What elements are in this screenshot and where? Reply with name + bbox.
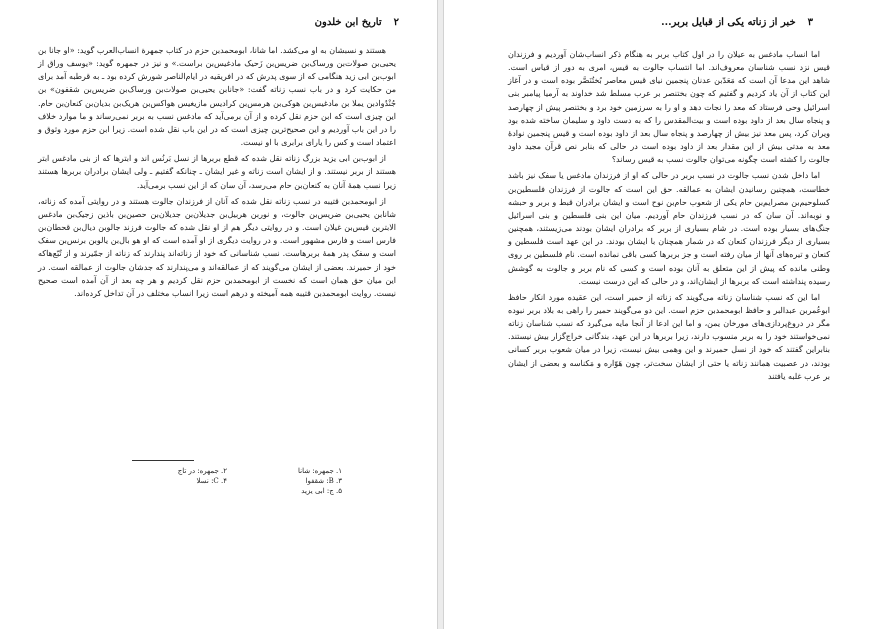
right-page-header <box>661 14 813 30</box>
right-paragraph: اما این که نسب شناسان زناته می‌گویند که زناته از حمیر است، این عقیده مورد انکار حافظ ابوعُمربن عبدالبر و حافظ ابومحمدبن حزم است. این دو می‌گویند حمیر را راهی به بلاد بربر نبوده مگر در دروغ‌پردازی‌های مورخان یمن، و اما این ادعا از آنجا مایه می‌گیرد که نسب شناسان زناته نمی‌خواستند خود را به بربر منسوب دارند، زیرا بربرها در این عهد، بندگانی خراج‌گزار بیش نیستند. بنابراین گفتند که خود از نسل حمیرند و این وهمی بیش نیست، زیرا در میان شعوب بربر کسانی بودند، در عصبیت همانند زناته یا حتی از ایشان سخت‌تر، چون هَوّاره و مَکناسه و بعضی از ایشان بر عرب غلبه یافتند <box>508 292 830 381</box>
right-paragraph: اما انساب مادغس به عیلان را در اول کتاب بربر به هنگام ذکر انساب‌شان آوردیم و فرزندان قیس نزد نسب شناسان معروف‌اند. اما انتساب جالوت به قیس، امری به دور از قیاس است. شاهد این مدعا آن است که مَعَدّبن عدنان پنجمین نیای قیس معاصر بُختُنَصَّر بوده است و در آغاز این کتاب از آن یاد کردیم و گفتیم که چون بختنصر بر عرب مسلط شد خداوند به آرمیا پیامبر بنی اسرائیل وحی فرستاد که معد را نجات دهد و او را به سرزمین خود برد و بختنصر پیش از چهارصد و پنجاه سال بعد از داود بوده است و بیت‌المقدس را که به دست داود و سلیمان ساخته شده بود ویران کرد، پس معد نیز بیش از چهارصد و پنجاه سال بعد از داود بوده است و قیس پنجمین نوادهٔ معد به مدتی بیش از این مقدار بعد از داود بوده است در حالی که بنابر نص قرآن مجید داود جالوت را کشته است چگونه می‌توان جالوت نسب به قیس رساند؟ <box>508 50 830 165</box>
right-page-body <box>508 48 830 386</box>
right-running-title: خبر از زناته یکی از قبایل بربر... <box>661 16 796 28</box>
left-running-title: تاریخ ابن خلدون <box>314 16 382 28</box>
right-page-number: ۳ <box>807 16 813 28</box>
right-page <box>444 0 883 629</box>
left-paragraph: از ابوب‌بن ابی یزید بزرگ زناته نقل شده که قطع بربرها از نسل بَرنُس اند و ابترها که از بنی مادغس ابتر هستند از بربر نیستند. و از ایشان است زناته و غیر ایشان ـ چنانکه گفتیم ـ ولی ایشان برادران بربرها هستند زیرا نسب همهٔ آنان به کنعان‌بن حام می‌رسد، آن سان که از این نسب برمی‌آید. <box>38 154 396 190</box>
page-gutter <box>437 0 444 629</box>
footnote: ۴. C: نسلا <box>196 477 227 485</box>
left-page-number: ۲ <box>393 16 399 28</box>
footnotes <box>132 466 342 496</box>
left-page-body <box>38 44 396 303</box>
footnote: ۱. جمهره: شانا <box>297 467 342 475</box>
footnote: ۵. ج: ابی یزید <box>301 487 342 495</box>
left-paragraph: هستند و نسبشان به او می‌کشد. اما شانا، ابومحمدبن حزم در کتاب جمهرة انساب‌العرب گوید: «او جانا بن یحیی‌بن صولات‌بن ورساک‌بن ضریس‌بن زَحیک مادغیس‌بن براست.» و نیز در جمهره گوید: «یوسف وراق از ابوب‌بن ابی زید هنگامی که از سوی پدرش که در افریقیه در ایام‌الناصر شورش کرده بود ـ به قرطبه آمد برای من حکایت کرد و در باب نسب زناته گفت: «جانابن یحیی‌بن صولات‌بن ورساک‌بن ضریس‌بن شقفون» بن جُنْدُواد‌بن یملا بن مادغیس‌بن هوکی‌بن هرمس‌بن کرادیس مازیغیس هواکس‌بن هریک‌بن بدیان‌بن کنعان‌بن حام. این چیزی است که ابن حزم نقل کرده و از آن برمی‌آید که مادغس نسب به بربر نمی‌رساند و ما موارد خلاف را در این باب آوردیم و این صحیح‌ترین چیزی است که در این باب نقل شده است. زیرا ابن حزم مورد وثوق و اعتماد است و کس را یارای برابری با او نیست. <box>38 46 396 148</box>
footnote: ۲. جمهره: در تاج <box>177 467 227 475</box>
left-page <box>0 0 437 629</box>
footnote: ۳. B: شقفوا <box>305 477 342 485</box>
right-paragraph: اما داخل شدن نسب جالوت در نسب بربر در حالی که او از فرزندان مادغس یا سفک نیز باشد خطاست، همچنین رسانیدن ایشان به عمالقه. حق این است که جالوت از فرزندان فلسطین‌بن کسلوحیم‌بن مصرایم‌بن حام یکی از شعوب حام‌بن نوح است و ایشان برادران قبط و بربر و حبشه و نوبه‌اند. آن سان که در نسب فرزندان حام آوردیم. میان این بنی فلسطین و بنی اسرائیل جنگ‌های بسیار بوده است. در شام بسیاری از بربر که برادران ایشان بودند می‌زیستند، همچنین بسیاری از دیگر فرزندان کنعان که در شمار همچنان با ایشان بودند. در این عهد است فلسطین و کنعان و تیره‌های آنها از میان رفته است و جز بربرها کسی باقی نمانده است. نام فلسطین بر روی وطنی مانده که پیش از این متعلق به آنان بوده است و کسی که نام بربر و جالوت به گوشش رسیده پنداشته است که بربرها از ایشان‌اند، و در حالی که این درست نیست. <box>508 171 830 286</box>
left-page-header <box>315 14 399 30</box>
left-paragraph: از ابومحمدبن قتیبه در نسب زناته نقل شده که آنان از فرزندان جالوت هستند و در روایتی آمده که زناته، شانابن یحیی‌بن ضریس‌بن جالوت، و نوربن هربیل‌بن جدیلان‌بن جدیلان‌بن حصین‌بن باذین زجیک‌بن مادغس الابتربن قیس‌بن غیلان است. و در روایتی دیگر هم از او نقل شده که جالوت فرزند جالوبن دیال‌بن قحطان‌بن فارس است و فارس مشهور است. و در روایت دیگری از او آمده است که او هو بال‌بن یالوبن برنس‌بن سفک است و سفک پدر همهٔ بربرهاست. نسب شناسانی که خود از زناته‌اند پندارند که زناته از جمّیرند و از تُبّع‌هاکه خود از حمیرند. بعضی از ایشان می‌گویند که از عمالقه‌اند و می‌پندارند که جدشان جالوت از عمالقه است. در این میان حق همان است که نخست از ابومحمدبن حزم نقل کردیم و هر چه بعد از آن آمده است صحیح نیست. روایت ابومحمدبن قتیبه همه آمیخته و درهم است زیرا انساب مختلف در آن تداخل کرده‌اند. <box>38 196 396 298</box>
footnote-separator <box>132 460 194 461</box>
